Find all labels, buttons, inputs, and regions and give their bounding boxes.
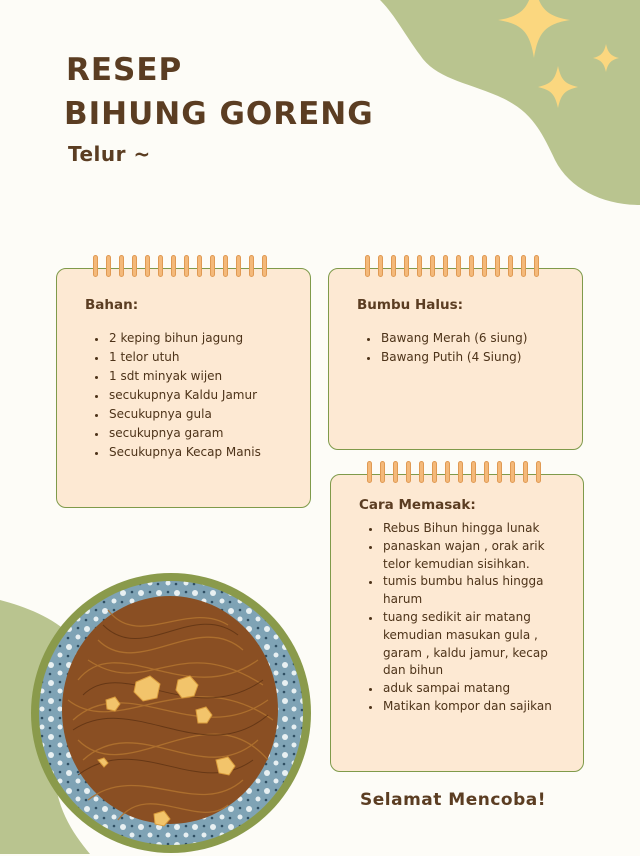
spice-paste-heading: Bumbu Halus:	[357, 297, 464, 313]
ingredients-heading: Bahan:	[85, 297, 139, 313]
binder-rings	[331, 461, 583, 487]
ingredients-list	[89, 329, 300, 462]
list-item: • Matikan kompor dan sajikan	[381, 698, 569, 716]
spice-paste-card	[328, 268, 583, 450]
list-item: • Secukupnya Kecap Manis	[107, 443, 300, 462]
list-item: • aduk sampai matang	[381, 680, 569, 698]
closing-message: Selamat Mencoba!	[360, 790, 547, 810]
list-item: • secukupnya Kaldu Jamur	[107, 386, 300, 405]
list-item: • panaskan wajan , orak arik telor kemudian sisihkan.	[381, 538, 569, 574]
cooking-steps-list	[363, 520, 569, 716]
subtitle-variant: Telur ~	[68, 142, 151, 166]
list-item: • 1 telor utuh	[107, 348, 300, 367]
title-resep: RESEP	[66, 52, 183, 88]
list-item: • secukupnya garam	[107, 424, 300, 443]
decorative-blob-top-right	[380, 0, 640, 205]
list-item: • tumis bumbu halus hingga harum	[381, 573, 569, 609]
binder-rings	[57, 255, 310, 281]
list-item: • Bawang Merah (6 siung)	[379, 329, 572, 348]
binder-rings	[329, 255, 582, 281]
ingredients-card	[56, 268, 311, 508]
list-item: • Bawang Putih (4 Siung)	[379, 348, 572, 367]
list-item: • 2 keping bihun jagung	[107, 329, 300, 348]
cooking-steps-card	[330, 474, 584, 772]
list-item: • Rebus Bihun hingga lunak	[381, 520, 569, 538]
list-item: • tuang sedikit air matang kemudian masukan gula , garam , kaldu jamur, kecap dan bihun	[381, 609, 569, 680]
title-dish-name: BIHUNG GORENG	[64, 96, 374, 132]
list-item: • Secukupnya gula	[107, 405, 300, 424]
fried-vermicelli-dish-image	[28, 570, 314, 856]
list-item: • 1 sdt minyak wijen	[107, 367, 300, 386]
spice-paste-list	[361, 329, 572, 367]
cooking-steps-heading: Cara Memasak:	[359, 497, 476, 513]
